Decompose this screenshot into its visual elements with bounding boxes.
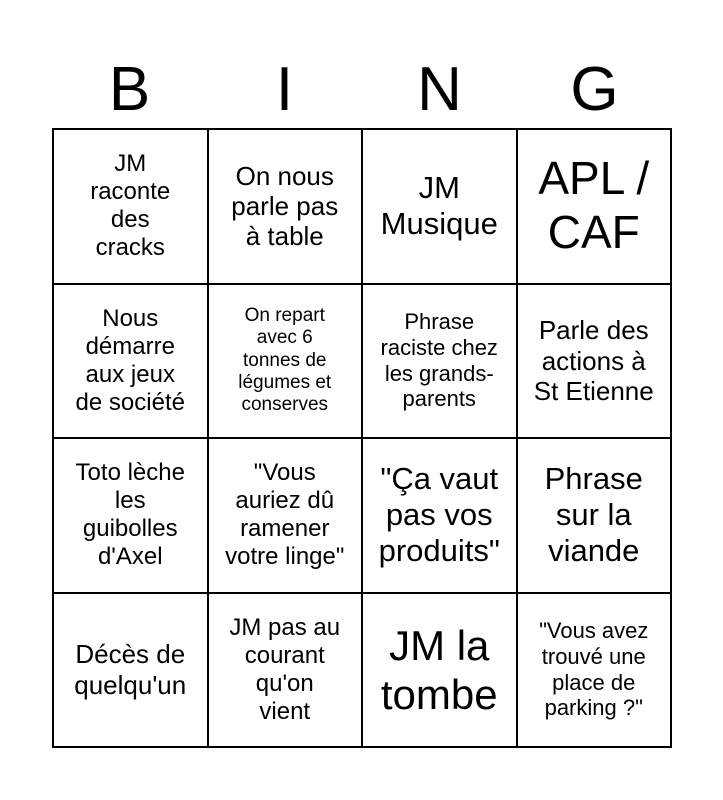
bingo-cell-text: "Vous auriez dû ramener votre linge": [225, 459, 345, 571]
bingo-cell[interactable]: [518, 594, 673, 749]
bingo-cell[interactable]: [54, 130, 209, 285]
bingo-cell-text: "Ça vaut pas vos produits": [378, 460, 500, 569]
header-letter-b: B: [108, 55, 151, 124]
bingo-cell-text: On repart avec 6 tonnes de légumes et conserves: [238, 305, 332, 416]
bingo-cell[interactable]: [363, 439, 518, 594]
bingo-cell[interactable]: [54, 594, 209, 749]
bingo-cell[interactable]: [54, 285, 209, 440]
bingo-cell[interactable]: [54, 439, 209, 594]
bingo-cell[interactable]: [209, 285, 364, 440]
header-letter-g: G: [570, 55, 619, 124]
bingo-cell[interactable]: [363, 285, 518, 440]
bingo-cell-text: JM la tombe: [380, 621, 498, 718]
bingo-cell[interactable]: [518, 130, 673, 285]
header-letter-i: I: [275, 55, 294, 124]
bingo-cell-text: Phrase raciste chez les grands- parents: [380, 309, 498, 412]
bingo-cell-text: Nous démarre aux jeux de société: [75, 304, 185, 416]
bingo-cell-text: JM raconte des cracks: [90, 150, 171, 262]
bingo-cell-text: Parle des actions à St Etienne: [533, 315, 654, 406]
bingo-cell-text: JM Musique: [380, 169, 498, 242]
bingo-cell-text: Phrase sur la viande: [544, 460, 643, 569]
bingo-cell[interactable]: [363, 594, 518, 749]
bingo-cell[interactable]: [209, 594, 364, 749]
bingo-cell-text: Toto lèche les guibolles d'Axel: [75, 459, 185, 571]
bingo-header: [52, 52, 672, 128]
bingo-cell[interactable]: [518, 439, 673, 594]
bingo-cell-text: JM pas au courant qu'on vient: [229, 613, 341, 725]
bingo-cell-text: On nous parle pas à table: [231, 160, 339, 252]
header-letter-n: N: [417, 55, 462, 124]
bingo-cell[interactable]: [518, 285, 673, 440]
bingo-cell[interactable]: [209, 439, 364, 594]
bingo-cell-text: Décès de quelqu'un: [74, 639, 187, 700]
bingo-cell[interactable]: [363, 130, 518, 285]
bingo-cell-text: "Vous avez trouvé une place de parking ?": [539, 618, 649, 721]
bingo-grid: [52, 128, 672, 748]
bingo-cell-text: APL / CAF: [538, 152, 650, 259]
bingo-cell[interactable]: [209, 130, 364, 285]
